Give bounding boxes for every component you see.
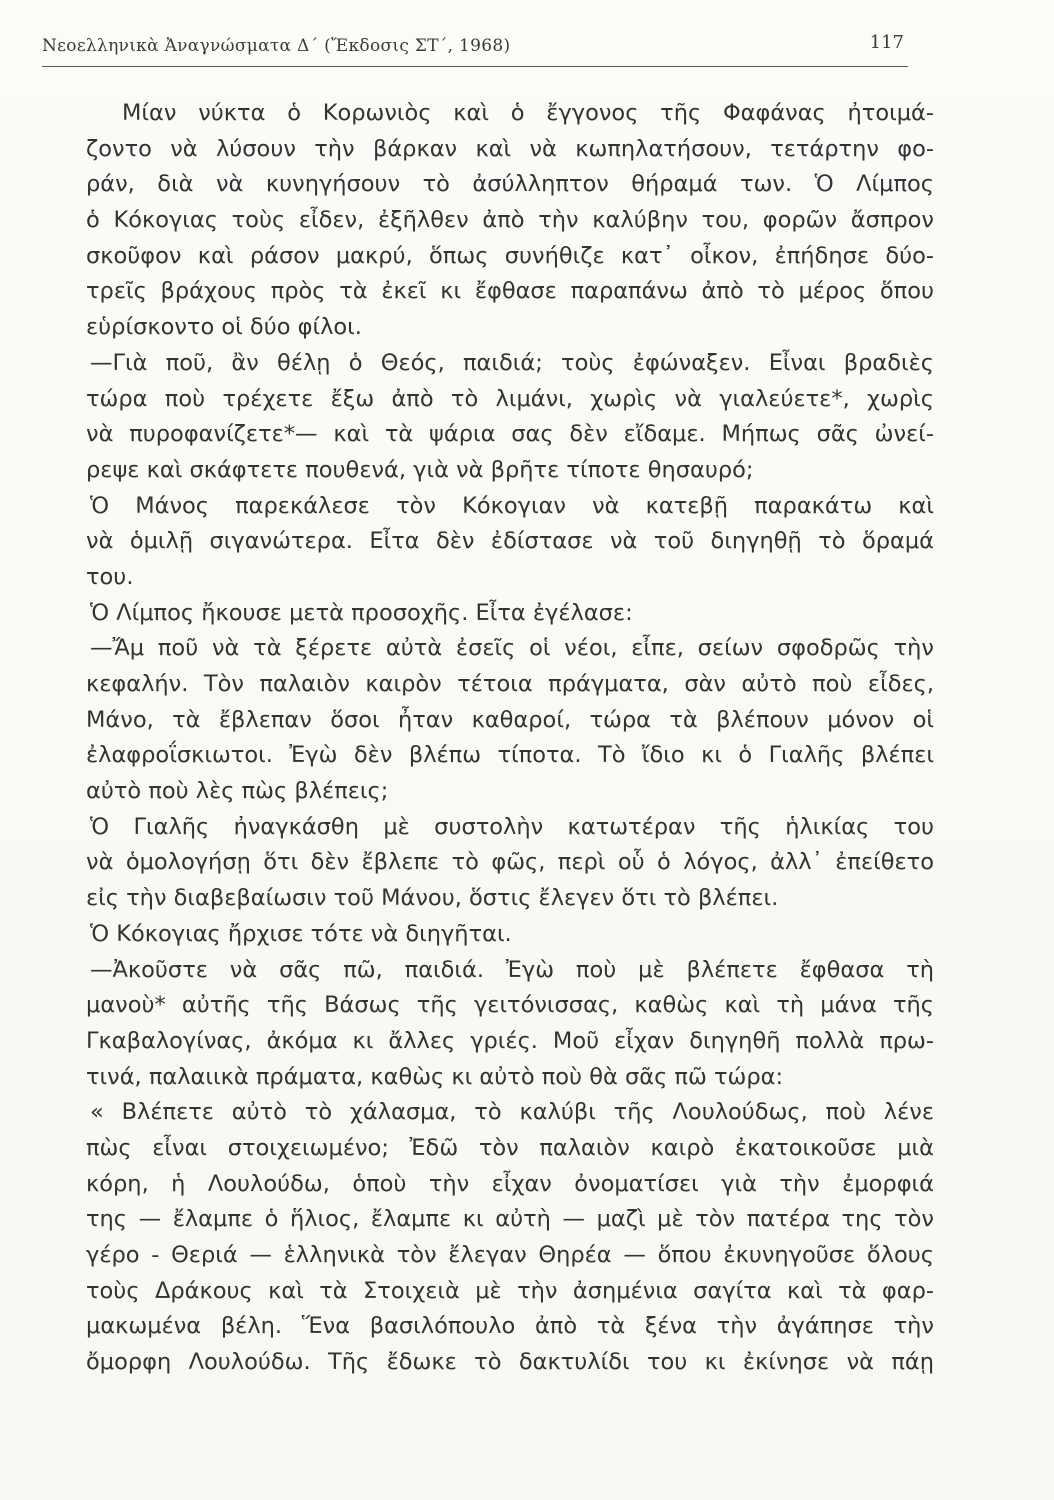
book-title: Νεοελληνικὰ Ἀναγνώσματα Δ´ (Ἔκδοσις ΣΤ´, 1968) [42,36,511,56]
text-line: Ὁ Μάνος παρεκάλεσε τὸν Κόκογιαν νὰ κατεβῇ παρακάτω καὶ [90,492,934,519]
text-line: της — ἔλαμπε ὁ ἥλιος, ἔλαμπε κι αὐτὴ — μαζὶ μὲ τὸν πατέρα της τὸν [86,1206,934,1233]
text-line: « Βλέπετε αὐτὸ τὸ χάλασμα, τὸ καλύβι τῆς Λουλούδως, ποὺ λένε [90,1099,934,1126]
text-line: τοὺς Δράκους καὶ τὰ Στοιχειὰ μὲ τὴν ἀσημένια σαγίτα καὶ τὰ φαρ- [86,1277,934,1304]
text-line: ρεψε καὶ σκάφτετε πουθενά, γιὰ νὰ βρῆτε τίποτε θησαυρό; [86,456,754,483]
text-line: αὐτὸ ποὺ λὲς πὼς βλέπεις; [86,778,389,805]
text-line: ὁ Κόκογιας τοὺς εἶδεν, ἐξῆλθεν ἀπὸ τὴν καλύβην του, φορῶν ἄσπρον [86,207,934,234]
page-number: 117 [869,32,904,53]
text-line: ἐλαφροΐσκιωτοι. Ἐγὼ δὲν βλέπω τίποτα. Τὸ ἴδιο κι ὁ Γιαλῆς βλέπει [86,742,934,769]
text-line: του. [86,563,134,590]
text-line: τινά, παλαιικὰ πράματα, καθὼς κι αὐτὸ ποὺ θὰ σᾶς πῶ τώρα: [86,1063,784,1090]
text-line: σκοῦφον καὶ ράσον μακρύ, ὅπως συνήθιζε κατ᾽ οἶκον, ἐπήδησε δύο- [86,242,934,269]
text-line: —Ἀκοῦστε νὰ σᾶς πῶ, παιδιά. Ἐγὼ ποὺ μὲ βλέπετε ἔφθασα τὴ [90,956,934,983]
text-line: κεφαλήν. Τὸν παλαιὸν καιρὸν τέτοια πράγματα, σὰν αὐτὸ ποὺ εἶδες, [86,671,934,697]
text-line: εἰς τὴν διαβεβαίωσιν τοῦ Μάνου, ὅστις ἔλεγεν ὅτι τὸ βλέπει. [86,885,779,912]
text-line: ζοντο νὰ λύσουν τὴν βάρκαν καὶ νὰ κωπηλατήσουν, τετάρτην φο- [86,135,934,162]
text-line: —Γιὰ ποῦ, ἂν θέλῃ ὁ Θεός, παιδιά; τοὺς ἐφώναξεν. Εἶναι βραδιὲς [90,349,934,376]
text-line: ράν, διὰ νὰ κυνηγήσουν τὸ ἀσύλληπτον θήραμά των. Ὁ Λίμπος [86,171,934,198]
text-line: νὰ πυροφανίζετε*— καὶ τὰ ψάρια σας δὲν εἴδαμε. Μήπως σᾶς ὠνεί- [86,421,934,448]
text-line: τώρα ποὺ τρέχετε ἔξω ἀπὸ τὸ λιμάνι, χωρὶς νὰ γιαλεύετε*, χωρὶς [86,385,934,412]
text-line: μανοὺ* αὐτῆς τῆς Βάσως τῆς γειτόνισσας, καθὼς καὶ τὴ μάνα τῆς [86,992,934,1019]
text-line: Ὁ Γιαλῆς ἠναγκάσθη μὲ συστολὴν κατωτέραν τῆς ἡλικίας του [90,813,934,840]
text-line: εὑρίσκοντο οἱ δύο φίλοι. [86,314,362,341]
text-line: νὰ ὁμιλῇ σιγανώτερα. Εἶτα δὲν ἐδίστασε νὰ τοῦ διηγηθῇ τὸ ὅραμά [86,528,934,555]
text-line: τρεῖς βράχους πρὸς τὰ ἐκεῖ κι ἔφθασε παραπάνω ἀπὸ τὸ μέρος ὅπου [86,278,934,305]
text-line: γέρο - Θεριά — ἑλληνικὰ τὸν ἔλεγαν Θηρέα — ὅπου ἐκυνηγοῦσε ὅλους [86,1242,934,1268]
text-line: πὼς εἶναι στοιχειωμένο; Ἐδῶ τὸν παλαιὸν καιρὸ ἐκατοικοῦσε μιὰ [86,1134,934,1161]
text-line: Μάνο, τὰ ἔβλεπαν ὅσοι ἦταν καθαροί, τώρα τὰ βλέπουν μόνον οἱ [86,706,934,733]
text-line: —Ἄμ ποῦ νὰ τὰ ξέρετε αὐτὰ ἐσεῖς οἱ νέοι, εἶπε, σείων σφοδρῶς τὴν [90,635,934,662]
text-line: μακωμένα βέλη. Ἕνα βασιλόπουλο ἀπὸ τὰ ξένα τὴν ἀγάπησε τὴν [86,1313,934,1340]
text-line: κόρη, ἡ Λουλούδω, ὁποὺ τὴν εἶχαν ὀνοματίσει γιὰ τὴν ἐμορφιά [86,1170,934,1197]
body-text [86,96,934,1381]
text-line: Ὁ Κόκογιας ἤρχισε τότε νὰ διηγῆται. [90,920,512,947]
text-line: Μίαν νύκτα ὁ Κορωνιὸς καὶ ὁ ἔγγονος τῆς Φαφάνας ἠτοιμά- [122,100,934,126]
text-line: νὰ ὁμολογήσῃ ὅτι δὲν ἔβλεπε τὸ φῶς, περὶ οὗ ὁ λόγος, ἀλλ᾽ ἐπείθετο [86,849,934,876]
running-header [42,30,908,67]
text-line: ὄμορφη Λουλούδω. Τῆς ἔδωκε τὸ δακτυλίδι του κι ἐκίνησε νὰ πάῃ [86,1349,934,1376]
text-line: Ὁ Λίμπος ἤκουσε μετὰ προσοχῆς. Εἶτα ἐγέλασε: [90,599,633,626]
text-line: Γκαβαλογίνας, ἀκόμα κι ἄλλες γριές. Μοῦ εἶχαν διηγηθῆ πολλὰ πρω- [86,1027,934,1054]
